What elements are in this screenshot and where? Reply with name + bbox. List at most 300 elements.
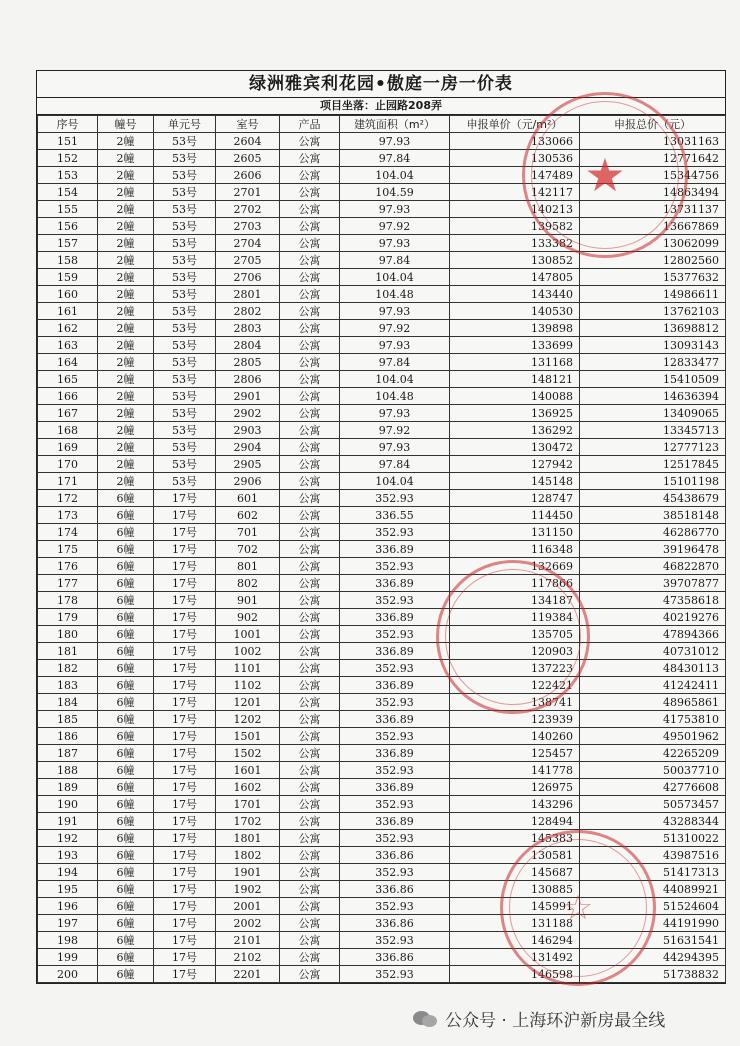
cell-room: 1801: [216, 830, 280, 847]
cell-index: 159: [38, 269, 98, 286]
cell-building: 6幢: [98, 677, 154, 694]
cell-unit: 17号: [154, 660, 216, 677]
table-row: [38, 558, 726, 575]
cell-unit-price: 143296: [450, 796, 580, 813]
cell-room: 1901: [216, 864, 280, 881]
cell-building: 6幢: [98, 932, 154, 949]
table-row: [38, 949, 726, 966]
table-row: [38, 711, 726, 728]
cell-building: 6幢: [98, 609, 154, 626]
cell-unit-price: 143440: [450, 286, 580, 303]
table-row: [38, 745, 726, 762]
cell-unit-price: 128747: [450, 490, 580, 507]
cell-unit: 17号: [154, 490, 216, 507]
cell-unit-price: 120903: [450, 643, 580, 660]
cell-building: 2幢: [98, 252, 154, 269]
cell-building: 2幢: [98, 150, 154, 167]
table-row: [38, 405, 726, 422]
cell-product: 公寓: [280, 728, 340, 745]
cell-unit-price: 117866: [450, 575, 580, 592]
cell-product: 公寓: [280, 847, 340, 864]
cell-product: 公寓: [280, 966, 340, 983]
cell-building: 2幢: [98, 473, 154, 490]
cell-product: 公寓: [280, 796, 340, 813]
cell-product: 公寓: [280, 150, 340, 167]
table-row: [38, 150, 726, 167]
cell-room: 2001: [216, 898, 280, 915]
cell-unit-price: 145383: [450, 830, 580, 847]
cell-unit: 17号: [154, 915, 216, 932]
cell-unit: 53号: [154, 303, 216, 320]
cell-building: 6幢: [98, 592, 154, 609]
cell-index: 161: [38, 303, 98, 320]
cell-total-price: 44089921: [580, 881, 726, 898]
cell-product: 公寓: [280, 405, 340, 422]
cell-area: 352.93: [340, 762, 450, 779]
cell-area: 97.92: [340, 422, 450, 439]
cell-unit: 53号: [154, 235, 216, 252]
table-row: [38, 439, 726, 456]
wechat-icon: [413, 1009, 439, 1029]
table-row: [38, 864, 726, 881]
cell-building: 2幢: [98, 354, 154, 371]
cell-area: 336.89: [340, 779, 450, 796]
cell-room: 901: [216, 592, 280, 609]
cell-building: 2幢: [98, 303, 154, 320]
cell-unit: 17号: [154, 949, 216, 966]
cell-room: 1602: [216, 779, 280, 796]
cell-unit-price: 140088: [450, 388, 580, 405]
cell-unit-price: 127942: [450, 456, 580, 473]
cell-index: 192: [38, 830, 98, 847]
cell-unit: 17号: [154, 932, 216, 949]
cell-building: 2幢: [98, 167, 154, 184]
table-row: [38, 337, 726, 354]
footer-watermark: [413, 1006, 665, 1031]
cell-index: 197: [38, 915, 98, 932]
cell-unit-price: 139898: [450, 320, 580, 337]
cell-unit: 53号: [154, 184, 216, 201]
cell-index: 154: [38, 184, 98, 201]
cell-building: 6幢: [98, 762, 154, 779]
cell-product: 公寓: [280, 456, 340, 473]
cell-index: 168: [38, 422, 98, 439]
table-row: [38, 201, 726, 218]
cell-room: 2906: [216, 473, 280, 490]
cell-product: 公寓: [280, 881, 340, 898]
cell-area: 104.48: [340, 286, 450, 303]
cell-total-price: 38518148: [580, 507, 726, 524]
cell-index: 155: [38, 201, 98, 218]
table-row: [38, 490, 726, 507]
cell-unit: 53号: [154, 354, 216, 371]
cell-product: 公寓: [280, 184, 340, 201]
cell-unit: 17号: [154, 745, 216, 762]
cell-building: 6幢: [98, 949, 154, 966]
cell-unit: 53号: [154, 150, 216, 167]
cell-room: 702: [216, 541, 280, 558]
cell-product: 公寓: [280, 167, 340, 184]
cell-unit-price: 134187: [450, 592, 580, 609]
cell-total-price: 47358618: [580, 592, 726, 609]
cell-index: 185: [38, 711, 98, 728]
table-row: [38, 592, 726, 609]
table-row: [38, 167, 726, 184]
cell-room: 2606: [216, 167, 280, 184]
cell-total-price: 42776608: [580, 779, 726, 796]
cell-unit: 17号: [154, 507, 216, 524]
cell-product: 公寓: [280, 660, 340, 677]
cell-unit: 17号: [154, 762, 216, 779]
cell-product: 公寓: [280, 677, 340, 694]
cell-unit: 17号: [154, 728, 216, 745]
cell-total-price: 47894366: [580, 626, 726, 643]
table-row: [38, 660, 726, 677]
cell-building: 2幢: [98, 201, 154, 218]
cell-index: 191: [38, 813, 98, 830]
cell-index: 190: [38, 796, 98, 813]
cell-index: 156: [38, 218, 98, 235]
cell-total-price: 39707877: [580, 575, 726, 592]
cell-index: 171: [38, 473, 98, 490]
cell-room: 2904: [216, 439, 280, 456]
cell-index: 172: [38, 490, 98, 507]
cell-total-price: 13731137: [580, 201, 726, 218]
cell-room: 2102: [216, 949, 280, 966]
cell-total-price: 46286770: [580, 524, 726, 541]
cell-total-price: 12517845: [580, 456, 726, 473]
cell-total-price: 13762103: [580, 303, 726, 320]
cell-index: 179: [38, 609, 98, 626]
cell-index: 158: [38, 252, 98, 269]
cell-unit-price: 122421: [450, 677, 580, 694]
table-row: [38, 694, 726, 711]
cell-total-price: 15344756: [580, 167, 726, 184]
table-row: [38, 677, 726, 694]
table-row: [38, 235, 726, 252]
table-row: [38, 881, 726, 898]
cell-product: 公寓: [280, 490, 340, 507]
cell-building: 6幢: [98, 779, 154, 796]
cell-total-price: 45438679: [580, 490, 726, 507]
cell-unit-price: 142117: [450, 184, 580, 201]
cell-unit-price: 119384: [450, 609, 580, 626]
cell-building: 6幢: [98, 881, 154, 898]
cell-total-price: 14986611: [580, 286, 726, 303]
cell-product: 公寓: [280, 830, 340, 847]
document-title: 绿洲雅宾利花园•傲庭一房一价表: [37, 71, 725, 98]
table-row: [38, 830, 726, 847]
cell-unit: 17号: [154, 864, 216, 881]
cell-unit-price: 148121: [450, 371, 580, 388]
cell-index: 182: [38, 660, 98, 677]
cell-unit: 17号: [154, 711, 216, 728]
cell-product: 公寓: [280, 575, 340, 592]
cell-index: 162: [38, 320, 98, 337]
cell-room: 1201: [216, 694, 280, 711]
table-row: [38, 422, 726, 439]
seal-star-icon: ★: [584, 148, 626, 202]
cell-unit: 53号: [154, 371, 216, 388]
cell-area: 352.93: [340, 490, 450, 507]
cell-building: 6幢: [98, 728, 154, 745]
cell-room: 1001: [216, 626, 280, 643]
header-building: 幢号: [98, 116, 154, 133]
cell-product: 公寓: [280, 218, 340, 235]
cell-unit-price: 114450: [450, 507, 580, 524]
cell-total-price: 50037710: [580, 762, 726, 779]
cell-product: 公寓: [280, 813, 340, 830]
cell-room: 2604: [216, 133, 280, 150]
cell-product: 公寓: [280, 898, 340, 915]
cell-building: 2幢: [98, 218, 154, 235]
cell-index: 200: [38, 966, 98, 983]
cell-building: 2幢: [98, 235, 154, 252]
cell-index: 181: [38, 643, 98, 660]
cell-area: 352.93: [340, 932, 450, 949]
cell-unit: 17号: [154, 592, 216, 609]
cell-area: 352.93: [340, 864, 450, 881]
cell-building: 2幢: [98, 320, 154, 337]
cell-room: 2002: [216, 915, 280, 932]
cell-total-price: 51524604: [580, 898, 726, 915]
table-row: [38, 626, 726, 643]
cell-unit: 17号: [154, 524, 216, 541]
cell-product: 公寓: [280, 320, 340, 337]
cell-unit: 53号: [154, 388, 216, 405]
table-row: [38, 643, 726, 660]
cell-total-price: 48430113: [580, 660, 726, 677]
cell-product: 公寓: [280, 235, 340, 252]
cell-area: 352.93: [340, 966, 450, 983]
cell-room: 2605: [216, 150, 280, 167]
cell-product: 公寓: [280, 524, 340, 541]
cell-building: 6幢: [98, 915, 154, 932]
cell-unit-price: 130472: [450, 439, 580, 456]
cell-product: 公寓: [280, 694, 340, 711]
cell-product: 公寓: [280, 133, 340, 150]
cell-building: 2幢: [98, 439, 154, 456]
cell-product: 公寓: [280, 949, 340, 966]
cell-index: 165: [38, 371, 98, 388]
cell-total-price: 12777123: [580, 439, 726, 456]
table-row: [38, 184, 726, 201]
cell-area: 352.93: [340, 660, 450, 677]
cell-index: 187: [38, 745, 98, 762]
cell-product: 公寓: [280, 388, 340, 405]
cell-index: 176: [38, 558, 98, 575]
cell-unit-price: 136292: [450, 422, 580, 439]
cell-unit: 17号: [154, 779, 216, 796]
table-row: [38, 762, 726, 779]
cell-unit-price: 138741: [450, 694, 580, 711]
cell-unit: 53号: [154, 337, 216, 354]
cell-building: 6幢: [98, 813, 154, 830]
cell-building: 6幢: [98, 694, 154, 711]
cell-index: 177: [38, 575, 98, 592]
cell-unit-price: 128494: [450, 813, 580, 830]
cell-room: 2902: [216, 405, 280, 422]
cell-room: 2801: [216, 286, 280, 303]
cell-room: 2101: [216, 932, 280, 949]
cell-unit-price: 133382: [450, 235, 580, 252]
cell-room: 2802: [216, 303, 280, 320]
cell-product: 公寓: [280, 286, 340, 303]
cell-area: 104.04: [340, 371, 450, 388]
table-row: [38, 847, 726, 864]
cell-unit-price: 130885: [450, 881, 580, 898]
cell-building: 6幢: [98, 490, 154, 507]
cell-index: 170: [38, 456, 98, 473]
cell-room: 1601: [216, 762, 280, 779]
cell-unit: 17号: [154, 643, 216, 660]
cell-unit: 53号: [154, 473, 216, 490]
cell-total-price: 41753810: [580, 711, 726, 728]
cell-index: 198: [38, 932, 98, 949]
cell-unit-price: 141778: [450, 762, 580, 779]
cell-total-price: 13698812: [580, 320, 726, 337]
cell-unit-price: 125457: [450, 745, 580, 762]
cell-area: 97.92: [340, 218, 450, 235]
cell-product: 公寓: [280, 932, 340, 949]
cell-building: 6幢: [98, 898, 154, 915]
cell-unit-price: 136925: [450, 405, 580, 422]
cell-room: 2706: [216, 269, 280, 286]
cell-room: 601: [216, 490, 280, 507]
cell-unit-price: 133699: [450, 337, 580, 354]
cell-building: 2幢: [98, 269, 154, 286]
cell-building: 6幢: [98, 643, 154, 660]
cell-building: 6幢: [98, 575, 154, 592]
cell-room: 602: [216, 507, 280, 524]
cell-product: 公寓: [280, 762, 340, 779]
cell-area: 336.89: [340, 677, 450, 694]
table-row: [38, 796, 726, 813]
cell-unit-price: 145148: [450, 473, 580, 490]
cell-total-price: 51417313: [580, 864, 726, 881]
cell-room: 701: [216, 524, 280, 541]
cell-area: 336.89: [340, 745, 450, 762]
table-row: [38, 388, 726, 405]
cell-index: 151: [38, 133, 98, 150]
cell-unit: 17号: [154, 898, 216, 915]
cell-room: 2201: [216, 966, 280, 983]
cell-area: 336.89: [340, 541, 450, 558]
cell-index: 152: [38, 150, 98, 167]
cell-unit: 17号: [154, 558, 216, 575]
cell-unit-price: 145991: [450, 898, 580, 915]
cell-room: 802: [216, 575, 280, 592]
table-row: [38, 966, 726, 983]
cell-unit: 53号: [154, 201, 216, 218]
cell-unit: 17号: [154, 847, 216, 864]
cell-building: 6幢: [98, 864, 154, 881]
cell-area: 97.92: [340, 320, 450, 337]
cell-unit-price: 147489: [450, 167, 580, 184]
cell-area: 104.48: [340, 388, 450, 405]
cell-area: 336.86: [340, 881, 450, 898]
cell-total-price: 13409065: [580, 405, 726, 422]
cell-unit: 53号: [154, 167, 216, 184]
cell-total-price: 48965861: [580, 694, 726, 711]
cell-index: 173: [38, 507, 98, 524]
cell-area: 352.93: [340, 558, 450, 575]
cell-room: 2705: [216, 252, 280, 269]
cell-building: 6幢: [98, 711, 154, 728]
cell-room: 2804: [216, 337, 280, 354]
cell-unit: 17号: [154, 694, 216, 711]
header-total-price: 申报总价（元）: [580, 116, 726, 133]
cell-unit: 53号: [154, 133, 216, 150]
cell-room: 1102: [216, 677, 280, 694]
cell-room: 1101: [216, 660, 280, 677]
cell-index: 186: [38, 728, 98, 745]
cell-product: 公寓: [280, 864, 340, 881]
cell-area: 352.93: [340, 728, 450, 745]
cell-area: 352.93: [340, 796, 450, 813]
cell-index: 175: [38, 541, 98, 558]
cell-unit: 53号: [154, 405, 216, 422]
cell-room: 2704: [216, 235, 280, 252]
cell-product: 公寓: [280, 337, 340, 354]
cell-product: 公寓: [280, 473, 340, 490]
table-row: [38, 813, 726, 830]
cell-total-price: 13093143: [580, 337, 726, 354]
table-row: [38, 728, 726, 745]
cell-unit-price: 140530: [450, 303, 580, 320]
table-row: [38, 252, 726, 269]
cell-index: 157: [38, 235, 98, 252]
cell-area: 97.93: [340, 133, 450, 150]
cell-product: 公寓: [280, 643, 340, 660]
cell-total-price: 12833477: [580, 354, 726, 371]
cell-unit-price: 145687: [450, 864, 580, 881]
cell-index: 174: [38, 524, 98, 541]
cell-product: 公寓: [280, 915, 340, 932]
table-row: [38, 898, 726, 915]
cell-building: 6幢: [98, 660, 154, 677]
table-row: [38, 575, 726, 592]
cell-room: 801: [216, 558, 280, 575]
table-row: [38, 354, 726, 371]
cell-building: 2幢: [98, 337, 154, 354]
cell-unit-price: 116348: [450, 541, 580, 558]
cell-index: 183: [38, 677, 98, 694]
cell-product: 公寓: [280, 609, 340, 626]
cell-total-price: 39196478: [580, 541, 726, 558]
cell-index: 178: [38, 592, 98, 609]
table-row: [38, 609, 726, 626]
header-product: 产品: [280, 116, 340, 133]
cell-building: 6幢: [98, 541, 154, 558]
cell-total-price: 41242411: [580, 677, 726, 694]
cell-area: 104.04: [340, 473, 450, 490]
cell-area: 352.93: [340, 898, 450, 915]
table-row: [38, 320, 726, 337]
table-row: [38, 371, 726, 388]
cell-area: 97.84: [340, 354, 450, 371]
cell-room: 2806: [216, 371, 280, 388]
cell-total-price: 51738832: [580, 966, 726, 983]
cell-area: 352.93: [340, 830, 450, 847]
cell-room: 902: [216, 609, 280, 626]
cell-unit: 53号: [154, 218, 216, 235]
cell-unit: 53号: [154, 456, 216, 473]
cell-unit: 17号: [154, 541, 216, 558]
table-row: [38, 133, 726, 150]
cell-product: 公寓: [280, 626, 340, 643]
cell-area: 352.93: [340, 592, 450, 609]
